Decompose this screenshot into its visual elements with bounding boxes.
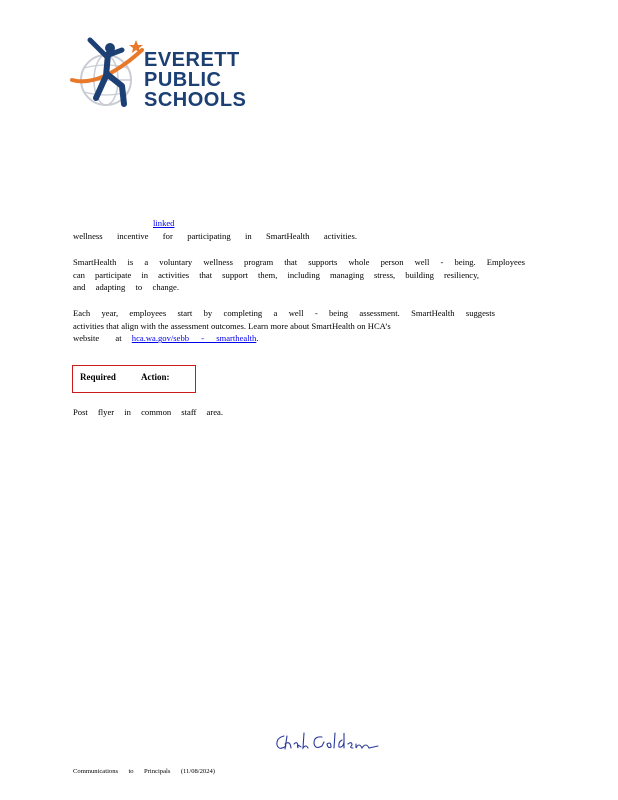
assessment-line-2: activities that align with the assessment outcomes. Learn more about SmartHealth on HCA’s (73, 320, 391, 331)
logo-line-everett: EVERETT (144, 49, 240, 71)
smarthealth-line-2: can participate in activities that support them, including managing stress, building resiliency, (73, 269, 479, 280)
runner-globe-icon (70, 36, 144, 112)
logo-line-public: PUBLIC (144, 69, 222, 91)
everett-public-schools-logo (70, 36, 260, 112)
logo-wordmark (144, 50, 246, 110)
assessment-paragraph (73, 307, 525, 345)
logo-line-schools: SCHOOLS (144, 89, 247, 111)
smarthealth-paragraph (73, 256, 525, 294)
linked-link[interactable]: linked (153, 218, 175, 228)
smarthealth-line-3: and adapting to change. (73, 282, 179, 293)
assessment-line-3 (73, 332, 525, 345)
footer-communications: Communications to Principals (11/08/2024) (73, 768, 215, 775)
action-label: Action: (141, 372, 170, 382)
website-label: website at (73, 333, 122, 344)
handwritten-signature (274, 730, 384, 754)
assessment-line-1: Each year, employees start by completing a well - being assessment. SmartHealth suggests (73, 308, 495, 318)
assessment-period: . (256, 333, 259, 344)
smarthealth-line-1: SmartHealth is a voluntary wellness program that supports whole person well - being. Employees (73, 257, 525, 267)
required-action-box (72, 365, 196, 393)
hca-smarthealth-link[interactable]: hca.wa.gov/sebb - smarthealth (131, 333, 257, 344)
required-label: Required (80, 372, 116, 382)
action-instruction: Post flyer in common staff area. (73, 407, 223, 417)
intro-line: wellness incentive for participating in SmartHealth activities. (73, 231, 357, 241)
